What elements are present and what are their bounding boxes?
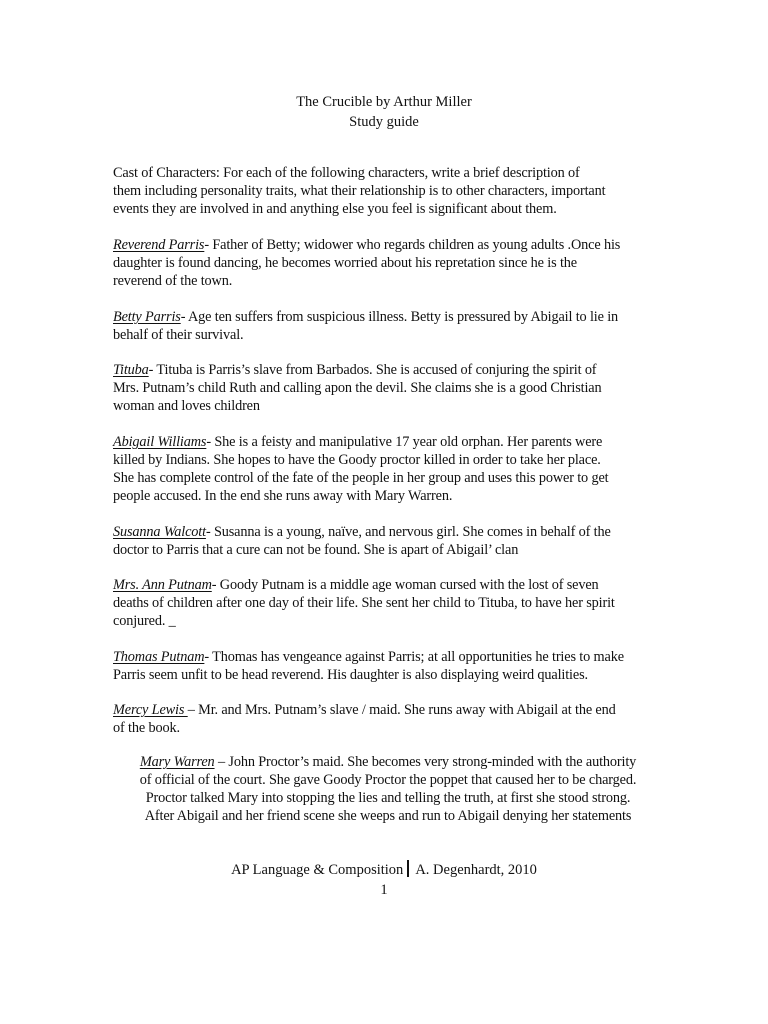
character-description-line: conjured. _: [113, 613, 176, 629]
character-ann-putnam: [113, 576, 661, 630]
footer-separator: [407, 860, 409, 877]
character-description-line: woman and loves children: [113, 398, 260, 414]
intro-line: events they are involved in and anything else you feel is significant about them.: [113, 201, 557, 217]
character-description-line: Parris seem unfit to be head reverend. His daughter is also displaying weird qualities.: [113, 667, 588, 683]
character-description-line: After Abigail and her friend scene she weeps and run to Abigail denying her statements: [144, 808, 632, 824]
page-number: 1: [380, 882, 388, 898]
character-betty-parris: [113, 308, 661, 344]
character-description-line: daughter is found dancing, he becomes worried about his repretation since he is the: [113, 255, 577, 271]
character-name: Mrs. Ann Putnam: [113, 577, 212, 593]
page-footer: [0, 860, 768, 900]
document-title: The Crucible by Arthur Miller: [296, 94, 472, 110]
character-name: Mary Warren: [139, 754, 215, 770]
character-description-line: reverend of the town.: [113, 273, 233, 289]
character-description-line: doctor to Parris that a cure can not be found. She is apart of Abigail’ clan: [113, 542, 519, 558]
character-mercy-lewis: [113, 701, 661, 737]
character-name: Reverend Parris: [113, 237, 205, 253]
character-description-line: of official of the court. She gave Goody Proctor the poppet that caused her to be charged.: [139, 772, 637, 788]
character-name: Susanna Walcott: [113, 524, 206, 540]
character-description-line: killed by Indians. She hopes to have the Goody proctor killed in order to take her place.: [113, 452, 601, 468]
character-thomas-putnam: [113, 648, 661, 684]
character-tituba: [113, 361, 661, 415]
character-description-line: deaths of children after one day of their life. She sent her child to Tituba, to have her spirit: [113, 595, 615, 611]
character-description-line: of the book.: [113, 720, 180, 736]
character-susanna-walcott: [113, 523, 661, 559]
character-description-line: Mrs. Putnam’s child Ruth and calling apon the devil. She claims she is a good Christian: [113, 380, 602, 396]
character-description-line: – John Proctor’s maid. She becomes very strong-minded with the authority: [214, 754, 637, 770]
character-description-line: - Father of Betty; widower who regards children as young adults .Once his: [204, 237, 621, 253]
character-description-line: behalf of their survival.: [113, 327, 244, 343]
document-subtitle: Study guide: [349, 114, 419, 130]
character-mary-warren: [118, 753, 658, 825]
character-name: Betty Parris: [113, 309, 181, 325]
character-description-line: She has complete control of the fate of the people in her group and uses this power to get: [113, 470, 609, 486]
character-description-line: - Goody Putnam is a middle age woman cursed with the lost of seven: [211, 577, 599, 593]
intro-line: them including personality traits, what their relationship is to other characters, important: [113, 183, 606, 199]
character-description-line: - Thomas has vengeance against Parris; at all opportunities he tries to make: [204, 649, 624, 665]
character-reverend-parris: [113, 236, 661, 290]
title-block: [0, 92, 768, 132]
character-description-line: - Age ten suffers from suspicious illness. Betty is pressured by Abigail to lie in: [180, 309, 619, 325]
character-name: Thomas Putnam: [113, 649, 205, 665]
character-description-line: - Susanna is a young, naïve, and nervous girl. She comes in behalf of the: [205, 524, 611, 540]
character-abigail-williams: [113, 433, 661, 505]
footer-course: AP Language & Composition: [231, 862, 404, 878]
character-description-line: – Mr. and Mrs. Putnam’s slave / maid. She runs away with Abigail at the end: [187, 702, 616, 718]
character-description-line: people accused. In the end she runs away with Mary Warren.: [113, 488, 453, 504]
character-description-line: - She is a feisty and manipulative 17 year old orphan. Her parents were: [206, 434, 603, 450]
character-name: Tituba: [113, 362, 149, 378]
footer-author: A. Degenhardt, 2010: [415, 862, 537, 878]
intro-line: Cast of Characters: For each of the following characters, write a brief description of: [113, 165, 580, 181]
intro-paragraph: [113, 164, 661, 218]
character-description-line: - Tituba is Parris’s slave from Barbados. She is accused of conjuring the spirit of: [148, 362, 597, 378]
character-name: Mercy Lewis: [113, 702, 188, 718]
character-name: Abigail Williams: [113, 434, 207, 450]
character-description-line: Proctor talked Mary into stopping the lies and telling the truth, at first she stood strong.: [145, 790, 631, 806]
